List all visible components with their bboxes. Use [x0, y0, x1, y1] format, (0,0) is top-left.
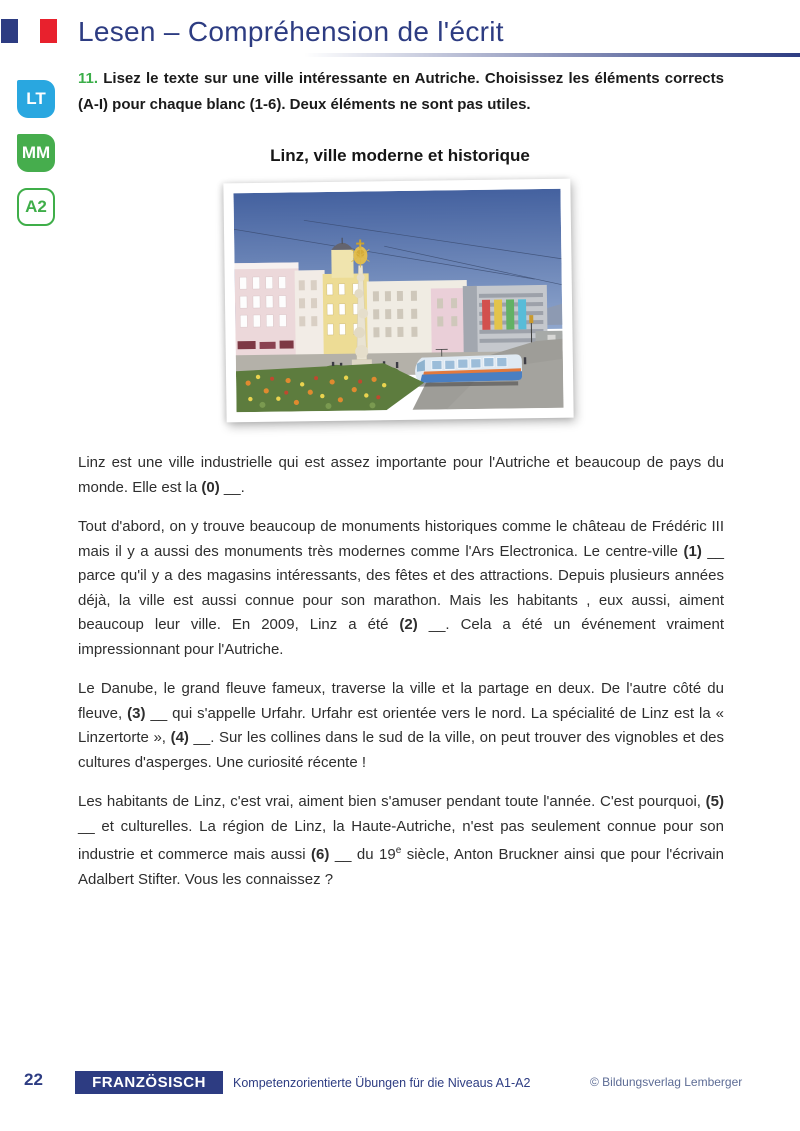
photo-flowerbed — [236, 363, 425, 413]
article-paragraph-2: Tout d'abord, on y trouve beaucoup de monuments historiques comme le château de Frédéric III mais il y a aussi des monuments très modernes comme l'Ars Electronica. Le centre-ville (1) __ parce qu'il y a des magasins intéressants, des fêtes et des attractions. Depuis plusieurs années déjà, la ville est aussi connue pour son marathon. Mais les habitants , eux aussi, aiment beaucoup leur ville. En 2009, Linz a été (2) __. Cela a été un événement vraiment impressionnant pour l'Autriche. — [78, 518, 724, 658]
subject-badge — [75, 1071, 223, 1094]
chapter-title: Lesen – Compréhension de l'écrit — [78, 16, 504, 47]
photo-building-pink — [234, 262, 299, 359]
photo-building-white-left — [295, 270, 326, 358]
article-title: Linz, ville moderne et historique — [270, 146, 530, 165]
copyright-notice: © Bildungsverlag Lemberger — [590, 1075, 743, 1089]
exercise-instruction: 11. Lisez le texte sur une ville intéressante en Autriche. Choisissez les éléments corrects (A-I) pour chaque blanc (1-6). Deux éléments ne sont pas utiles. — [78, 70, 724, 113]
article-paragraph-3: Le Danube, le grand fleuve fameux, traverse la ville et la partage en deux. De l'autre côté du fleuve, (3) __ qui s'appelle Urfahr. Urfahr est orientée vers le nord. La spécialité de Linz est la « Linzertorte », (4) __. Sur les collines dans le sud de la ville, on peut trouver des vignobles et des cultures d'asperges. Une curiosité récente ! — [78, 680, 725, 771]
linz-photo — [223, 179, 573, 423]
badge-lt-label: LT — [26, 89, 46, 108]
photo-building-row — [367, 280, 468, 357]
badge-mm-label: MM — [21, 143, 51, 162]
flag-square-navy — [1, 19, 18, 43]
badge-level-a2 — [17, 188, 55, 226]
page-number: 22 — [24, 1070, 43, 1089]
article-body — [78, 451, 724, 907]
subject-label: FRANZÖSISCH — [92, 1074, 206, 1091]
article-paragraph-4: Les habitants de Linz, c'est vrai, aiment bien s'amuser pendant toute l'année. C'est pourquoi, (5) __ et culturelles. La région de Linz, la Haute-Autriche, n'est pas seulement connue pour son industrie et commerce mais aussi (6) __ du 19e siècle, Anton Bruckner ainsi que pour l'écrivain Adalbert Stifter. Vous les connaissez ? — [78, 793, 724, 888]
series-title: Kompetenzorientierte Übungen für die Niveaus A1-A2 — [233, 1076, 531, 1090]
linz-photo-illustration — [233, 189, 563, 413]
badge-a2-label: A2 — [25, 197, 47, 216]
article-paragraph-1: Linz est une ville industrielle qui est assez importante pour l'Autriche et beaucoup de pays du monde. Elle est la (0) __. — [78, 454, 724, 496]
flag-square-red — [40, 19, 57, 43]
badge-mm — [17, 134, 55, 172]
badge-lt — [17, 80, 55, 118]
header-divider — [0, 53, 800, 57]
